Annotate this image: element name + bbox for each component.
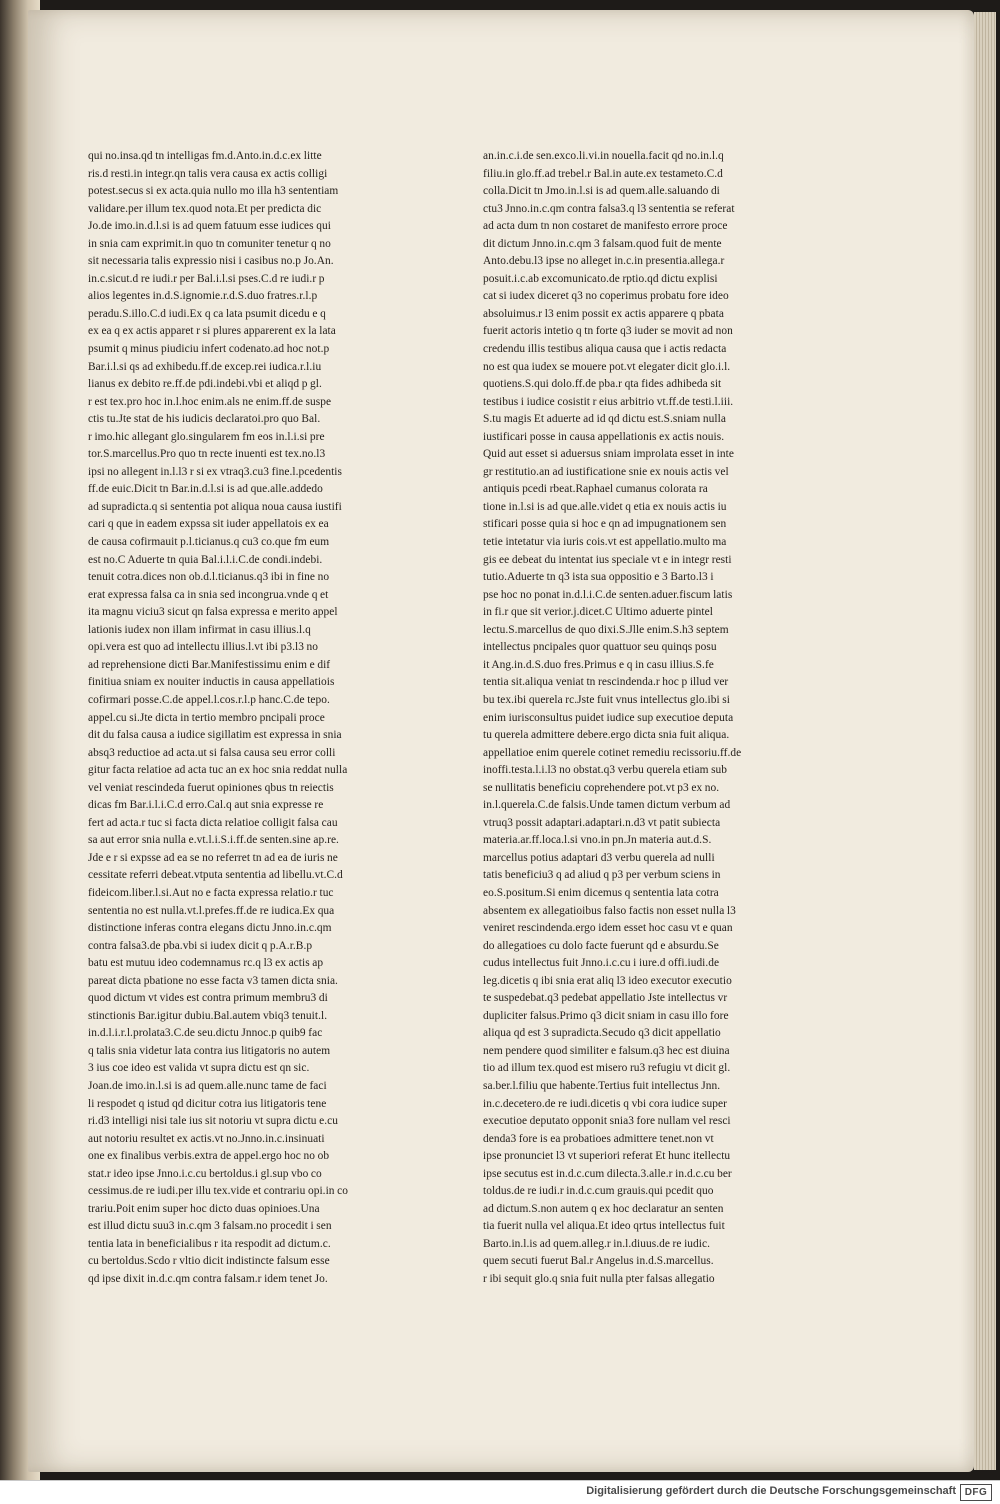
text-line: no est qua iudex se mouere pot.vt elegater dicit glo.i.l. <box>483 360 731 373</box>
text-line: dicas fm Bar.i.l.i.C.d erro.Cal.q aut snia expresse re <box>88 799 324 812</box>
text-line: est illud dictu suu3 in.c.qm 3 falsam.no procedit i sen <box>88 1220 332 1233</box>
text-line: stinctionis Bar.igitur dubiu.Bal.autem vbiq3 tenuit.l. <box>88 1009 328 1022</box>
text-line: in.d.l.i.r.l.prolata3.C.de seu.dictu Jnnoc.p quib9 fac <box>88 1027 323 1040</box>
text-line: ctu3 Jnno.in.c.qm contra falsa3.q l3 sententia se referat <box>483 202 735 215</box>
text-line: tione in.l.si is ad que.alle.videt q etia ex nouis actis iu <box>483 500 727 513</box>
text-line: quem secuti fuerut Bal.r Angelus in.d.S.marcellus. <box>483 1255 714 1268</box>
text-line: q talis snia videtur lata contra ius litigatoris no autem <box>88 1044 331 1057</box>
page-edges <box>974 12 996 1470</box>
text-line: in.l.querela.C.de falsis.Unde tamen dictum verbum ad <box>483 799 731 812</box>
text-line: r ibi sequit glo.q snia fuit nulla pter falsas allegatio <box>483 1273 715 1285</box>
text-line: 3 ius coe ideo est valida vt supra dictu est qn sic. <box>88 1062 310 1075</box>
text-line: marcellus potius adaptari d3 verbu querela ad nulli <box>483 851 715 864</box>
text-line: it Ang.in.d.S.duo fres.Primus e q in casu illius.S.fe <box>483 658 714 671</box>
text-line: dit dictum Jnno.in.c.qm 3 falsam.quod fuit de mente <box>483 237 722 250</box>
text-line: ff.de euic.Dicit tn Bar.in.d.l.si is ad que.alle.addedo <box>88 483 323 496</box>
text-line: materia.ar.ff.loca.l.si vno.in pn.Jn materia aut.d.S. <box>483 834 712 847</box>
text-line: tentia sit.aliqua veniat tn rescindenda.r hoc p illud ver <box>483 676 729 689</box>
text-line: S.tu magis Et aduerte ad id qd dictu est.S.sniam nulla <box>483 413 726 426</box>
text-line: denda3 fore is ea probatioes admittere tenet.non vt <box>483 1132 714 1145</box>
digitization-footer <box>0 1480 1000 1504</box>
text-line: li respodet q istud qd dicitur cotra ius litigatoris tene <box>88 1097 327 1110</box>
text-line: Quid aut esset si aduersus sniam improlata esset in inte <box>483 448 734 461</box>
text-line: ris.d resti.in integr.qn talis vera causa ex actis colligi <box>88 167 328 180</box>
text-line: ipse pronunciet l3 vt superiori referat Et hunc itellectu <box>483 1150 731 1163</box>
text-line: tio ad illum tex.quod est misero ru3 refugiu vt dicit gl. <box>483 1062 731 1075</box>
text-line: trariu.Poit enim super hoc dicto duas opinioes.Una <box>88 1202 320 1215</box>
text-line: ex ea q ex actis apparet r si plures apparerent ex la lata <box>88 325 336 338</box>
text-line: tentia lata in beneficialibus r ita respodit ad dictum.c. <box>88 1237 331 1250</box>
text-line: tor.S.marcellus.Pro quo tn recte inuenti est tex.no.l3 <box>88 448 326 461</box>
text-line: cofirmari posse.C.de appel.l.cos.r.l.p hanc.C.de tepo. <box>88 693 330 706</box>
text-line: tutio.Aduerte tn q3 ista sua oppositio e 3 Barto.l3 i <box>483 571 714 584</box>
text-line: dupliciter falsus.Primo q3 dicit sniam in casu illo fore <box>483 1009 729 1022</box>
text-line: gr restitutio.an ad iustificatione snie ex nouis actis vel <box>483 465 729 478</box>
text-line: lianus ex debito re.ff.de pdi.indebi.vbi et aliqd p gl. <box>88 378 322 391</box>
text-line: erat expressa falsa ca in snia sed incongrua.vnde q et <box>88 588 329 601</box>
text-line: cari q que in eadem expssa sit iuder appellatois ex ea <box>88 518 329 531</box>
text-line: cessitate referri debeat.vtputa sententia ad libellu.vt.C.d <box>88 869 343 882</box>
dfg-logo: DFG <box>960 1484 992 1501</box>
text-line: an.in.c.i.de sen.exco.li.vi.in nouella.facit qd no.in.l.q <box>483 150 724 162</box>
text-line: pse hoc no ponat in.d.l.i.C.de senten.aduer.fiscum latis <box>483 588 733 601</box>
text-line: alios legentes in.d.S.ignomie.r.d.S.duo fratres.r.l.p <box>88 290 318 303</box>
text-line: sententia no est nulla.vt.l.prefes.ff.de re iudica.Ex qua <box>88 904 335 917</box>
text-line: inoffi.testa.l.i.l3 no obstat.q3 verbu querela etiam sub <box>483 764 728 777</box>
text-line: gis ee debeat du intentat ius speciale vt e in integr resti <box>483 553 732 566</box>
text-line: leg.dicetis q ibi snia erat aliq l3 ideo executor executio <box>483 974 732 987</box>
text-line: ita magnu viciu3 sicut qn falsa expressa e merito appel <box>88 606 338 619</box>
text-line: intellectus pncipales quor quattuor seu quinqs posu <box>483 641 717 654</box>
text-line: tia fuerit nulla vel aliqua.Et ideo qrtus intellectus fuit <box>483 1220 725 1233</box>
text-line: appellatioe enim querele cotinet remediu recissoriu.ff.de <box>483 746 742 759</box>
text-line: ad reprehensione dicti Bar.Manifestissimu enim e dif <box>88 658 331 671</box>
text-line: distinctione inferas contra elegans dictu Jnno.in.c.qm <box>88 922 332 935</box>
text-line: aut notoriu resultet ex actis.vt no.Jnno.in.c.insinuati <box>88 1132 325 1145</box>
text-line: in.c.decetero.de re iudi.dicetis q vbi cora iudice super <box>483 1097 727 1110</box>
text-line: aliqua qd est 3 supradicta.Secudo q3 dicit appellatio <box>483 1027 721 1040</box>
text-line: antiquis pcedi rbeat.Raphael cumanus colorata ra <box>483 483 708 496</box>
text-line: nem pendere quod similiter e falsum.q3 hec est diuina <box>483 1044 730 1057</box>
text-line: te suspedebat.q3 pedebat appellatio Jste intellectus vr <box>483 992 728 1005</box>
text-line: appel.cu si.Jte dicta in tertio membro pncipali proce <box>88 711 325 724</box>
text-line: absoluimus.r l3 enim possit ex actis apparere q pbata <box>483 307 724 320</box>
text-line: ipsi no allegent in.l.l3 r si ex vtraq3.cu3 fine.l.pcedentis <box>88 465 342 478</box>
text-line: quotiens.S.qui dolo.ff.de pba.r qta fides adhibeda sit <box>483 378 722 391</box>
text-line: eo.S.positum.Si enim dicemus q sententia lata cotra <box>483 886 719 899</box>
text-line: enim iurisconsultus puidet iudice sup executioe deputa <box>483 711 734 724</box>
text-line: in snia cam exprimit.in quo tn comuniter tenetur q no <box>88 237 331 250</box>
text-line: se nullitatis beneficiu coprehendere pot.vt p3 ex no. <box>483 781 720 794</box>
text-line: validare.per illum tex.quod nota.Et per predicta dic <box>88 202 322 215</box>
text-line: psumit q minus piudiciu infert codenato.ad hoc not.p <box>88 343 330 356</box>
text-line: ri.d3 intelligi nisi tale ius sit notoriu vt supra dictu e.cu <box>88 1115 338 1128</box>
text-line: tatis beneficiu3 q ad aliud q p3 per verbum sciens in <box>483 869 721 882</box>
text-line: lectu.S.marcellus de quo dixi.S.Jlle enim.S.h3 septem <box>483 623 729 636</box>
text-line: fideicom.liber.l.si.Aut no e facta expressa relatio.r tuc <box>88 886 334 899</box>
text-line: Jde e r si expsse ad ea se no referret tn ad ea de iuris ne <box>88 851 338 864</box>
text-line: peradu.S.illo.C.d iudi.Ex q ca lata psumit dicedu e q <box>88 307 326 320</box>
text-line: one ex finalibus verbis.extra de appel.ergo hoc no ob <box>88 1150 330 1163</box>
left-text-column <box>88 148 400 1289</box>
text-line: tetie intetatur via iuris cois.vt est appellatio.multo ma <box>483 536 727 549</box>
text-line: do allegatioes cu dolo facte fuerunt qd e absurdu.Se <box>483 939 719 952</box>
text-line: qui no.insa.qd tn intelligas fm.d.Anto.in.d.c.ex litte <box>88 150 322 162</box>
text-line: sit necessaria talis expressio nisi i casibus no.p Jo.An. <box>88 255 334 268</box>
text-line: veniret rescindenda.ergo idem esset hoc casu vt e quan <box>483 922 733 935</box>
text-line: cu bertoldus.Scdo r vltio dicit indistincte falsum esse <box>88 1255 330 1268</box>
text-line: posuit.i.c.ab excomunicato.de rptio.qd dictu explisi <box>483 272 718 285</box>
text-line: gitur facta relatioe ad acta tuc an ex hoc snia reddat nulla <box>88 764 348 777</box>
text-line: ad dictum.S.non autem q ex hoc declaratur an senten <box>483 1202 724 1215</box>
text-line: ipse secutus est in.d.c.cum dilecta.3.alle.r in.d.c.cu ber <box>483 1167 732 1180</box>
text-line: de causa cofirmauit p.l.ticianus.q cu3 co.que fm eum <box>88 536 330 549</box>
text-line: ad acta dum tn non costaret de manifesto errore proce <box>483 220 728 233</box>
text-line: lationis iudex non illam infirmat in casu illius.l.q <box>88 623 311 636</box>
text-line: est no.C Aduerte tn quia Bal.i.l.i.C.de condi.indebi. <box>88 553 323 566</box>
text-line: sa aut error snia nulla e.vt.l.i.S.i.ff.de senten.sine ap.re. <box>88 834 339 847</box>
text-line: fuerit actoris intetio q tn forte q3 iuder se movit ad non <box>483 325 733 338</box>
text-line: stat.r ideo ipse Jnno.i.c.cu bertoldus.i gl.sup vbo co <box>88 1167 322 1180</box>
text-line: absq3 reductioe ad acta.ut si falsa causa seu error colli <box>88 746 336 759</box>
text-line: absentem ex allegatioibus falso factis non esset nulla l3 <box>483 904 736 917</box>
footer-credit: Digitalisierung gefördert durch die Deutsche Forschungsgemeinschaft <box>586 1485 956 1497</box>
text-line: finitiua sniam ex nouiter inductis in causa appellatiois <box>88 676 335 689</box>
text-line: executioe deputato opponit snia3 fore nullam vel resci <box>483 1115 731 1128</box>
text-line: iustificari posse in causa appellationis ex actis nouis. <box>483 430 725 443</box>
text-line: ctis tu.Jte stat de his iudicis declaratoi.pro quo Bal. <box>88 413 321 426</box>
text-line: vtruq3 possit adaptari.adaptari.n.d3 vt patit subiecta <box>483 816 721 829</box>
text-line: pareat dicta pbatione no esse facta v3 tamen dicta snia. <box>88 974 338 987</box>
text-line: quod dictum vt vides est contra primum membru3 di <box>88 992 328 1005</box>
text-line: contra falsa3.de pba.vbi si iudex dicit q p.A.r.B.p <box>88 939 313 952</box>
right-text-column <box>483 148 798 1289</box>
text-line: Joan.de imo.in.l.si is ad quem.alle.nunc tame de faci <box>88 1079 327 1092</box>
text-line: potest.secus si ex acta.quia nullo mo illa h3 sententiam <box>88 185 339 198</box>
text-line: cudus intellectus fuit Jnno.i.c.cu i iure.d offi.iudi.de <box>483 957 720 970</box>
text-line: tenuit cotra.dices non ob.d.l.ticianus.q3 ibi in fine no <box>88 571 330 584</box>
text-line: testibus i iudice cosistit r eius arbitrio vt.ff.de testi.l.iii. <box>483 395 734 408</box>
text-line: Bar.i.l.si qs ad exhibedu.ff.de excep.rei iudica.r.l.iu <box>88 360 322 373</box>
text-line: Barto.in.l.is ad quem.alleg.r in.l.diuus.de re iudic. <box>483 1237 711 1250</box>
text-line: tu querela admittere debere.ergo dicta snia fuit aliqua. <box>483 729 730 742</box>
text-line: in fi.r que sit verior.j.dicet.C Ultimo aduerte pintel <box>483 606 713 619</box>
text-line: ad supradicta.q si sententia pot aliqua noua causa iustifi <box>88 500 342 513</box>
text-line: vel veniat rescindeda fuerut opiniones qbus tn reiectis <box>88 781 334 794</box>
text-line: stificari posse quia si hoc e qn ad impugnationem sen <box>483 518 727 531</box>
text-line: credendu illis testibus aliqua causa que i actis redacta <box>483 343 727 356</box>
text-line: Jo.de imo.in.d.l.si is ad quem fatuum esse iudices qui <box>88 220 331 233</box>
text-line: batu est mutuu ideo codemnamus rc.q l3 ex actis ap <box>88 957 324 970</box>
text-line: cessimus.de re iudi.per illu tex.vide et contrariu opi.in co <box>88 1185 348 1198</box>
text-line: sa.ber.l.filiu que habente.Tertius fuit intellectus Jnn. <box>483 1079 721 1092</box>
text-line: colla.Dicit tn Jmo.in.l.si is ad quem.alle.saluando di <box>483 185 720 198</box>
text-line: cat si iudex diceret q3 no coperimus probatu fore ideo <box>483 290 729 303</box>
text-line: fert ad acta.r tuc si facta dicta relatioe colligit falsa cau <box>88 816 338 829</box>
text-line: toldus.de re iudi.r in.d.c.cum grauis.qui pcedit quo <box>483 1185 714 1198</box>
text-line: qd ipse dixit in.d.c.qm contra falsam.r idem tenet Jo. <box>88 1273 328 1285</box>
text-line: opi.vera est quo ad intellectu illius.l.vt ibi p3.l3 no <box>88 641 319 654</box>
text-line: in.c.sicut.d re iudi.r per Bal.i.l.si pses.C.d re iudi.r p <box>88 272 325 285</box>
text-line: r imo.hic allegant glo.singularem fm eos in.l.i.si pre <box>88 430 325 443</box>
text-line: r est tex.pro hoc in.l.hoc enim.als ne enim.ff.de suspe <box>88 395 332 408</box>
text-line: filiu.in glo.ff.ad trebel.r Bal.in aute.ex testameto.C.d <box>483 167 723 180</box>
text-line: dit du falsa causa a iudice sigillatim est expressa in snia <box>88 729 342 742</box>
text-line: Anto.debu.l3 ipse no alleget in.c.in presentia.allega.r <box>483 255 725 268</box>
text-line: bu tex.ibi querela rc.Jste fuit vnus intellectus glo.ibi si <box>483 693 730 706</box>
